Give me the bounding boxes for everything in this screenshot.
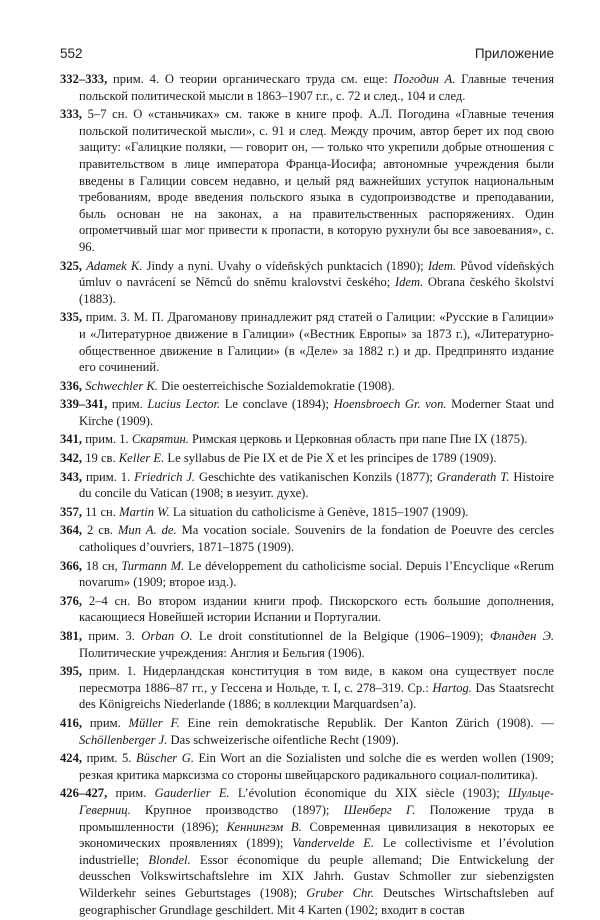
- note-entry: [60, 378, 554, 395]
- running-header: [60, 46, 554, 61]
- page-reference: 333,: [60, 107, 83, 122]
- note-entry: [60, 785, 554, 918]
- cited-author: Büscher G.: [135, 751, 194, 766]
- note-entry: [60, 628, 554, 661]
- note-text: 19 св.: [82, 451, 119, 466]
- page-reference: 376,: [60, 593, 83, 608]
- page-reference: 416,: [60, 715, 83, 730]
- note-text: Le conclave (1894);: [220, 397, 334, 412]
- cited-author: Turmann M.: [121, 558, 185, 573]
- note-text: Крупное производство (1897);: [130, 802, 344, 817]
- note-text: Ma vocation sociale. Souvenirs de la fondation de Poeuvre des cercles catholiques d’ouvriers, 1871–1875 (1909).: [79, 523, 554, 555]
- note-entry: [60, 504, 554, 521]
- cited-author: Granderath T.: [436, 469, 510, 484]
- cited-author: Mun A. de.: [117, 523, 177, 538]
- note-entry: [60, 469, 554, 502]
- cited-author: Погодин А.: [393, 72, 456, 86]
- section-title: Приложение: [474, 46, 554, 61]
- note-text: Das Staatsrecht des Königreichs Niederlande (1886; в коллекции Marquardsen’a).: [79, 680, 554, 712]
- note-entry: [60, 558, 554, 591]
- note-text: прим.: [82, 715, 129, 730]
- cited-author: Шульце-Геверниц.: [79, 786, 554, 817]
- note-text: прим. 1.: [82, 432, 132, 447]
- note-text: 18 сн,: [82, 558, 122, 573]
- note-text: Le droit constitutionnel de la Belgique (1906–1909);: [192, 629, 490, 643]
- note-text: Das schweizerische oifentliche Recht (1909).: [167, 732, 399, 747]
- note-text: L’évolution économique du XIX siècle (1903);: [229, 786, 508, 801]
- page-reference: 364,: [60, 523, 83, 538]
- note-text: Die oesterreichische Sozialdemokratie (1908).: [157, 378, 395, 393]
- note-text: 5–7 сн. О «станьчиках» см. также в книге проф. А.Л. Погодина «Главные течения польской политической мысли», с. 91 и след. Между прочим, автор берет их под свою защиту: «Галицкие поляки, — говорит он, — только что укрепили добрые отношения с правительством в лице императора Франца-Иосифа; автономные учреждения были введены в Галиции совсем недавно, и целый ряд важнейших уступок национальным требованиям, вроде введения польского языка в судопроизводстве и преподавании, быль основан не на законах, а на правительственных распоряжениях. Один опрометчивый шаг мог привести к пропасти, в которую рухнули бы все завоевания», с. 96.: [79, 107, 554, 254]
- note-text: Ein Wort an die Sozialisten und solche die es werden wollen (1909; резкая критика марксизма со стороны швейцарского радикального социал-политика).: [79, 751, 554, 782]
- note-text: 2 св.: [82, 523, 118, 538]
- page-reference: 341,: [60, 432, 83, 447]
- note-text: Jindy a nyni. Uvahy o vídeňských punktacich (1890);: [142, 258, 428, 273]
- cited-author: Gruber Chr.: [306, 885, 374, 900]
- cited-author: Шенберг Г.: [343, 802, 416, 817]
- cited-author: Schwechler K.: [85, 378, 158, 393]
- note-text: Obrana českého školství (1883).: [79, 275, 554, 306]
- note-entry: [60, 593, 554, 626]
- page-reference: 426–427,: [60, 786, 108, 801]
- note-text: Histoire du concile du Vatican (1908; в иезуит. духе).: [79, 469, 554, 501]
- note-text: прим. 5.: [82, 751, 136, 766]
- cited-author: Vandervelde E.: [292, 836, 375, 851]
- cited-author: Martin W.: [119, 504, 170, 519]
- page-reference: 332–333,: [60, 72, 108, 86]
- cited-author: Gauderlier E.: [154, 786, 230, 801]
- cited-author: Adamek K.: [86, 258, 143, 273]
- page-reference: 395,: [60, 664, 83, 679]
- note-text: прим.: [107, 397, 148, 412]
- note-text: Geschichte des vatikanischen Konzils (1877);: [195, 469, 437, 484]
- note-text: Eine rein demokratische Republik. Der Kanton Zürich (1908). —: [179, 715, 554, 730]
- cited-author: Idem.: [427, 258, 457, 273]
- cited-author: Keller E.: [118, 451, 165, 466]
- page-reference: 336,: [60, 378, 83, 393]
- note-entry: [60, 663, 554, 713]
- note-text: Le syllabus de Pie IX et de Pie X et les principes de 1789 (1909).: [164, 451, 497, 466]
- note-text: прим. 4. О теории органическаго труда см. еще:: [107, 72, 394, 86]
- note-text: Deutsches Wirtschaftsleben auf geographischer Grundlage geschildert. Mit 4 Karten (1902; входит в состав: [79, 885, 554, 917]
- cited-author: Скарятин.: [131, 432, 189, 447]
- cited-author: Idem.: [394, 275, 424, 290]
- note-text: La situation du catholicisme à Genève, 1815–1907 (1909).: [169, 504, 469, 519]
- note-entry: [60, 309, 554, 375]
- note-entry: [60, 106, 554, 255]
- note-entry: [60, 750, 554, 783]
- note-text: Essor économique du peuple allemand; Die Entwickelung der deusschen Volkswirtschaftslehre im XIX Jahrh. Gustav Schmoller zur siebenzigsten Wilderkehr seines Geburtstages (1908);: [79, 852, 554, 900]
- note-text: прим. 1. Нидерландская конституция в том виде, в каком она существует после пересмотра 1886–87 гг., у Гессена и Нольде, т. I, с. 278–319. Ср.:: [79, 664, 554, 695]
- cited-author: Lucius Lector.: [147, 397, 221, 412]
- cited-author: Кеннингэм В.: [226, 819, 302, 834]
- cited-author: Hartog.: [432, 680, 472, 695]
- page-reference: 343,: [60, 469, 83, 484]
- note-entry: [60, 431, 554, 448]
- note-text: Положение труда в промышленности (1896);: [79, 802, 554, 834]
- note-text: Современная цивилизация в некоторых ее экономических проявлениях (1899);: [79, 819, 554, 851]
- note-text: 2–4 сн. Во втором издании книги проф. Пискорского есть большие дополнения, касающиеся Новейшей истории Испании и Португалии.: [79, 593, 554, 625]
- cited-author: Blondel.: [148, 852, 191, 867]
- note-entry: [60, 715, 554, 748]
- note-entry: [60, 396, 554, 429]
- cited-author: Orban O.: [141, 629, 193, 643]
- page-reference: 357,: [60, 504, 83, 519]
- note-text: прим. 3. М. П. Драгоманову принадлежит ряд статей о Галиции: «Русские в Галиции» и «Литературное движение в Галиции» («Вестник Европы» за 1873 г.), «Литературно-общественное движение в Галиции» (в «Деле» за 1882 г.) и др. Предпринято издание его сочинений.: [79, 310, 554, 375]
- page-reference: 366,: [60, 558, 83, 573]
- page-reference: 424,: [60, 751, 83, 766]
- note-entry: [60, 258, 554, 308]
- cited-author: Schöllenberger J.: [79, 732, 168, 747]
- page-number: 552: [60, 46, 83, 61]
- note-text: Римская церковь и Церковная область при папе Пие IX (1875).: [188, 432, 528, 447]
- note-entry: [60, 522, 554, 555]
- note-text: 11 сн.: [82, 504, 120, 519]
- note-text: прим.: [107, 786, 155, 801]
- note-text: Moderner Staat und Kirche (1909).: [79, 397, 554, 428]
- page-reference: 339–341,: [60, 397, 108, 412]
- note-entry: [60, 71, 554, 104]
- page-reference: 335,: [60, 310, 83, 325]
- note-text: Původ vídeňských úmluv o navrácení se Němců do sněmu kralovstvi českého;: [79, 258, 554, 290]
- note-entry: [60, 450, 554, 467]
- note-text: Le collectivisme et l’évolution industrielle;: [79, 836, 554, 867]
- page-reference: 342,: [60, 451, 83, 466]
- notes-list: [60, 71, 554, 920]
- cited-author: Friedrich J.: [134, 469, 196, 484]
- page-reference: 325,: [60, 258, 83, 273]
- page-reference: 381,: [60, 629, 83, 643]
- cited-author: Müller F.: [128, 715, 180, 730]
- cited-author: Hoensbroech Gr. von.: [333, 397, 447, 412]
- note-text: Главные течения польской политической мысли в 1863–1907 г.г., с. 72 и след., 104 и след.: [79, 72, 555, 103]
- note-text: прим. 1.: [82, 469, 135, 484]
- note-text: Политические учреждения: Англия и Бельгия (1906).: [79, 645, 365, 660]
- note-text: прим. 3.: [82, 629, 142, 643]
- cited-author: Фланден Э.: [489, 629, 554, 643]
- note-text: Le développement du catholicisme social. Depuis l’Encyclique «Rerum novarum» (1909; второе изд.).: [79, 558, 555, 590]
